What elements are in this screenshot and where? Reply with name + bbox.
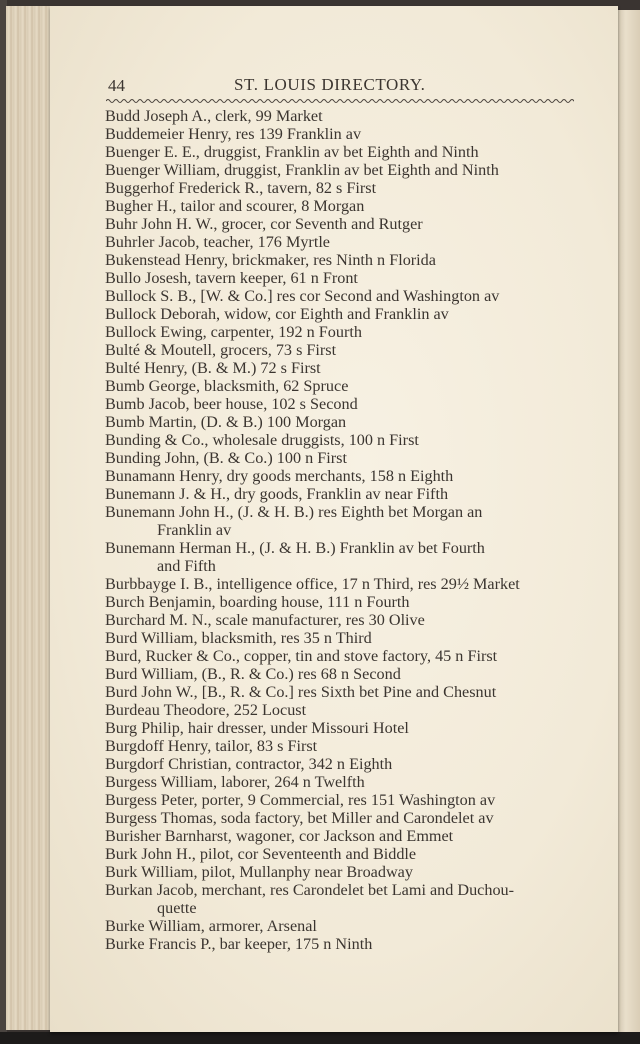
entry: Burk John H., pilot, cor Seventeenth and Biddle bbox=[105, 845, 417, 863]
entry: Buhr John H. W., grocer, cor Seventh and Rutger bbox=[105, 215, 423, 233]
entry: Bunemann Herman H., (J. & H. B.) Franklin av bet Fourth bbox=[105, 539, 485, 557]
page-title: ST. LOUIS DIRECTORY. bbox=[234, 75, 426, 94]
entry: Bumb Jacob, beer house, 102 s Second bbox=[105, 395, 358, 413]
entry: Burd William, (B., R. & Co.) res 68 n Second bbox=[105, 665, 401, 683]
entry: Bunemann John H., (J. & H. B.) res Eighth bet Morgan an bbox=[105, 503, 483, 521]
wavy-rule bbox=[106, 97, 574, 105]
entry: Burke Francis P., bar keeper, 175 n Ninth bbox=[105, 935, 373, 953]
entry: Burdeau Theodore, 252 Locust bbox=[105, 701, 307, 719]
entry-continuation: quette bbox=[157, 899, 197, 917]
entry-continuation: and Fifth bbox=[157, 557, 216, 575]
entry: Bunding & Co., wholesale druggists, 100 n First bbox=[105, 431, 419, 449]
entry: Bullo Josesh, tavern keeper, 61 n Front bbox=[105, 269, 358, 287]
entry: Bulté & Moutell, grocers, 73 s First bbox=[105, 341, 337, 359]
entry-continuation: Franklin av bbox=[157, 521, 232, 539]
entry: Budd Joseph A., clerk, 99 Market bbox=[105, 107, 323, 125]
entry: Burchard M. N., scale manufacturer, res 30 Olive bbox=[105, 611, 425, 629]
entry: Burg Philip, hair dresser, under Missouri Hotel bbox=[105, 719, 409, 737]
entry: Buenger William, druggist, Franklin av bet Eighth and Ninth bbox=[105, 161, 499, 179]
directory-entries bbox=[105, 107, 585, 953]
entry: Bulté Henry, (B. & M.) 72 s First bbox=[105, 359, 321, 377]
entry: Bumb George, blacksmith, 62 Spruce bbox=[105, 377, 349, 395]
entry: Burkan Jacob, merchant, res Carondelet bet Lami and Duchou- bbox=[105, 881, 515, 899]
entry: Bugher H., tailor and scourer, 8 Morgan bbox=[105, 197, 365, 215]
entry: Burgess William, laborer, 264 n Twelfth bbox=[105, 773, 365, 791]
entry: Burbbayge I. B., intelligence office, 17 n Third, res 29½ Market bbox=[105, 575, 520, 593]
entry: Buhrler Jacob, teacher, 176 Myrtle bbox=[105, 233, 330, 251]
entry: Burd William, blacksmith, res 35 n Third bbox=[105, 629, 372, 647]
entry: Bullock Deborah, widow, cor Eighth and Franklin av bbox=[105, 305, 449, 323]
entry: Bunemann J. & H., dry goods, Franklin av near Fifth bbox=[105, 485, 449, 503]
page-edges-right bbox=[616, 10, 640, 1032]
entry: Burd, Rucker & Co., copper, tin and stove factory, 45 n First bbox=[105, 647, 498, 665]
entry: Buggerhof Frederick R., tavern, 82 s First bbox=[105, 179, 377, 197]
entry: Burisher Barnharst, wagoner, cor Jackson and Emmet bbox=[105, 827, 454, 845]
entry: Burgdoff Henry, tailor, 83 s First bbox=[105, 737, 318, 755]
entry: Bukenstead Henry, brickmaker, res Ninth n Florida bbox=[105, 251, 436, 269]
entry: Buddemeier Henry, res 139 Franklin av bbox=[105, 125, 362, 143]
entry: Bumb Martin, (D. & B.) 100 Morgan bbox=[105, 413, 347, 431]
entry: Bullock Ewing, carpenter, 192 n Fourth bbox=[105, 323, 362, 341]
entry: Burd John W., [B., R. & Co.] res Sixth bet Pine and Chesnut bbox=[105, 683, 497, 701]
entry: Bunding John, (B. & Co.) 100 n First bbox=[105, 449, 347, 467]
entry: Bullock S. B., [W. & Co.] res cor Second and Washington av bbox=[105, 287, 500, 305]
entry: Burke William, armorer, Arsenal bbox=[105, 917, 317, 935]
entry: Burch Benjamin, boarding house, 111 n Fourth bbox=[105, 593, 410, 611]
scan-bottom-border bbox=[0, 1032, 640, 1044]
entry: Burgess Peter, porter, 9 Commercial, res 151 Washington av bbox=[105, 791, 496, 809]
page-number: 44 bbox=[108, 76, 125, 95]
entry: Buenger E. E., druggist, Franklin av bet Eighth and Ninth bbox=[105, 143, 479, 161]
entry: Burk William, pilot, Mullanphy near Broadway bbox=[105, 863, 413, 881]
entry: Burgdorf Christian, contractor, 342 n Eighth bbox=[105, 755, 393, 773]
page-edges-left bbox=[6, 6, 53, 1030]
entry: Bunamann Henry, dry goods merchants, 158 n Eighth bbox=[105, 467, 454, 485]
entry: Burgess Thomas, soda factory, bet Miller and Carondelet av bbox=[105, 809, 494, 827]
